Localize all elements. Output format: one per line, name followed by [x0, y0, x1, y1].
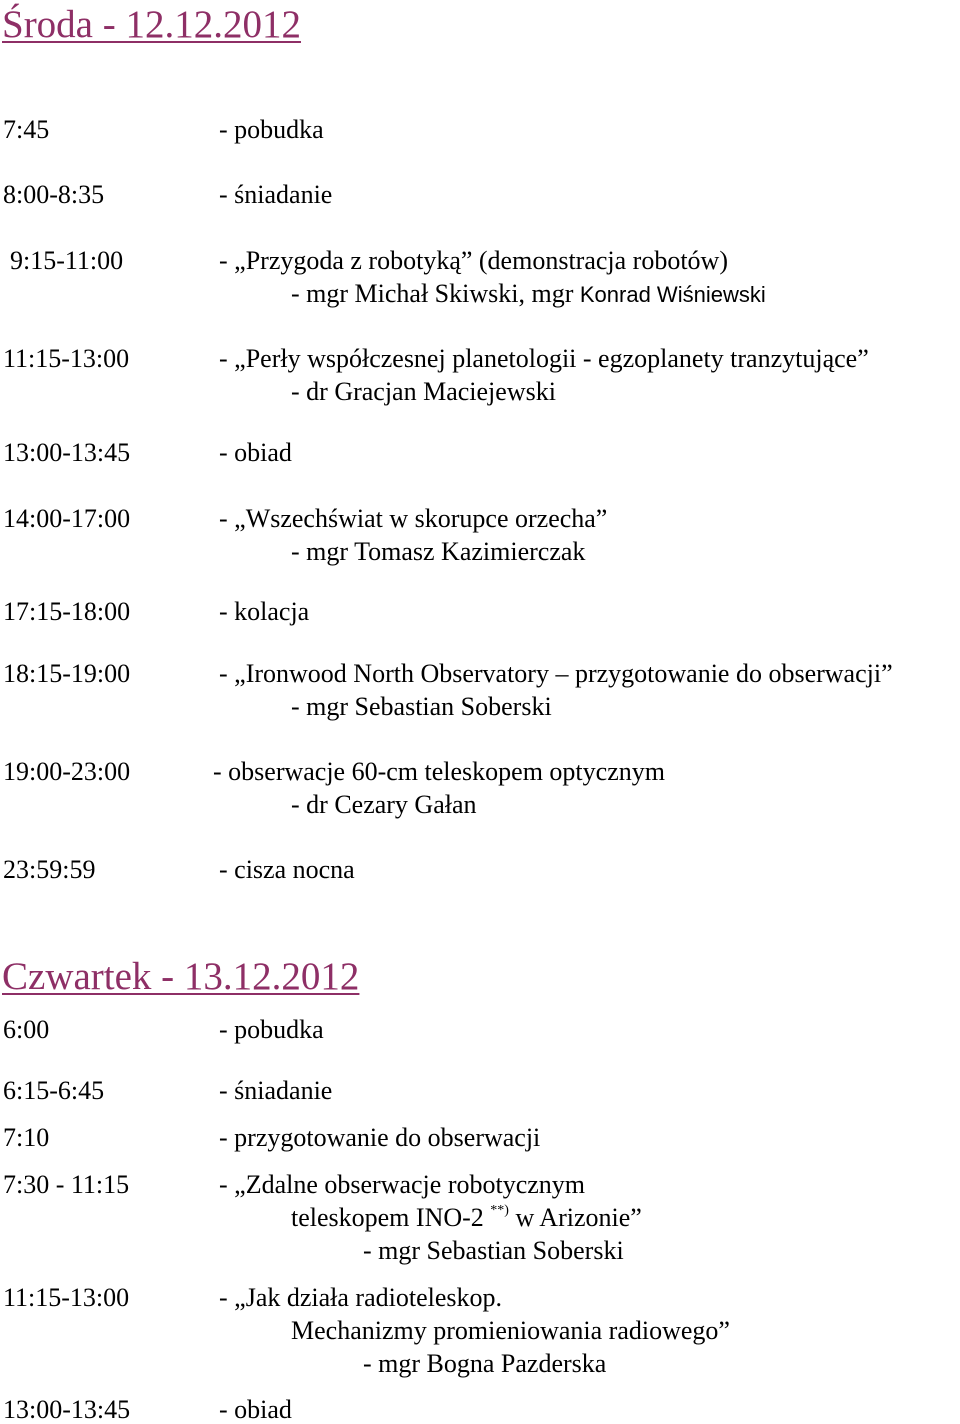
day1-time-6: 14:00-17:00: [3, 504, 131, 533]
day1-time-7: 17:15-18:00: [3, 597, 131, 626]
day1-desc-1: - pobudka: [219, 115, 324, 144]
day1-time-9: 19:00-23:00: [3, 757, 131, 786]
day1-desc-7: - kolacja: [219, 597, 310, 626]
day1-speaker-4: - dr Gracjan Maciejewski: [291, 377, 556, 406]
day1-speaker-8: - mgr Sebastian Soberski: [291, 692, 552, 721]
day2-desc-6: - obiad: [219, 1395, 292, 1424]
day2-time-5: 11:15-13:00: [3, 1283, 130, 1312]
day1-time-2: 8:00-8:35: [3, 180, 105, 209]
day1-desc-10: - cisza nocna: [219, 855, 355, 884]
day1-desc-8: - „Ironwood North Observatory – przygotowanie do obserwacji”: [219, 659, 893, 688]
day2-time-1: 6:00: [3, 1015, 50, 1044]
day2-speaker-4: - mgr Sebastian Soberski: [363, 1236, 624, 1265]
day1-desc-4: - „Perły współczesnej planetologii - egzoplanety tranzytujące”: [219, 344, 869, 373]
day1-desc-2: - śniadanie: [219, 180, 333, 209]
day1-time-10: 23:59:59: [3, 855, 96, 884]
day1-time-5: 13:00-13:45: [3, 438, 131, 467]
day2-speaker-5: - mgr Bogna Pazderska: [363, 1349, 607, 1378]
day1-speaker-3-b: Konrad Wiśniewski: [579, 282, 766, 307]
day1-time-8: 18:15-19:00: [3, 659, 131, 688]
day2-time-4: 7:30 - 11:15: [3, 1170, 130, 1199]
day1-speaker-9: - dr Cezary Gałan: [291, 790, 477, 819]
day2-desc-5-line2: Mechanizmy promieniowania radiowego”: [291, 1316, 730, 1345]
day2-desc-1: - pobudka: [219, 1015, 324, 1044]
day1-time-4: 11:15-13:00: [3, 344, 130, 373]
day1-speaker-3-a: - mgr Michał Skiwski, mgr: [291, 279, 574, 308]
day2-desc-4-line2: [291, 1205, 642, 1231]
day1-desc-3: - „Przygoda z robotyką” (demonstracja robotów): [219, 246, 728, 275]
day1-time-3: 9:15-11:00: [10, 246, 124, 275]
day1-time-1: 7:45: [3, 115, 50, 144]
day2-heading: Czwartek - 13.12.2012: [2, 955, 360, 998]
day2-time-6: 13:00-13:45: [3, 1395, 131, 1424]
day2-desc-3: - przygotowanie do obserwacji: [219, 1123, 541, 1152]
day1-speaker-3: [291, 281, 766, 307]
day2-desc-4-line2-a: teleskopem INO-2: [291, 1203, 484, 1232]
day2-time-2: 6:15-6:45: [3, 1076, 105, 1105]
day1-speaker-6: - mgr Tomasz Kazimierczak: [291, 537, 586, 566]
day2-time-3: 7:10: [3, 1123, 50, 1152]
footnote-marker: **): [490, 1203, 509, 1218]
day2-desc-4-line2-b: w Arizonie”: [515, 1203, 642, 1232]
day1-heading: Środa - 12.12.2012: [2, 3, 301, 46]
day2-desc-4: - „Zdalne obserwacje robotycznym: [219, 1170, 586, 1199]
day2-desc-5: - „Jak działa radioteleskop.: [219, 1283, 502, 1312]
day1-desc-5: - obiad: [219, 438, 292, 467]
day1-desc-6: - „Wszechświat w skorupce orzecha”: [219, 504, 608, 533]
day2-desc-2: - śniadanie: [219, 1076, 333, 1105]
day1-desc-9: - obserwacje 60-cm teleskopem optycznym: [213, 757, 665, 786]
